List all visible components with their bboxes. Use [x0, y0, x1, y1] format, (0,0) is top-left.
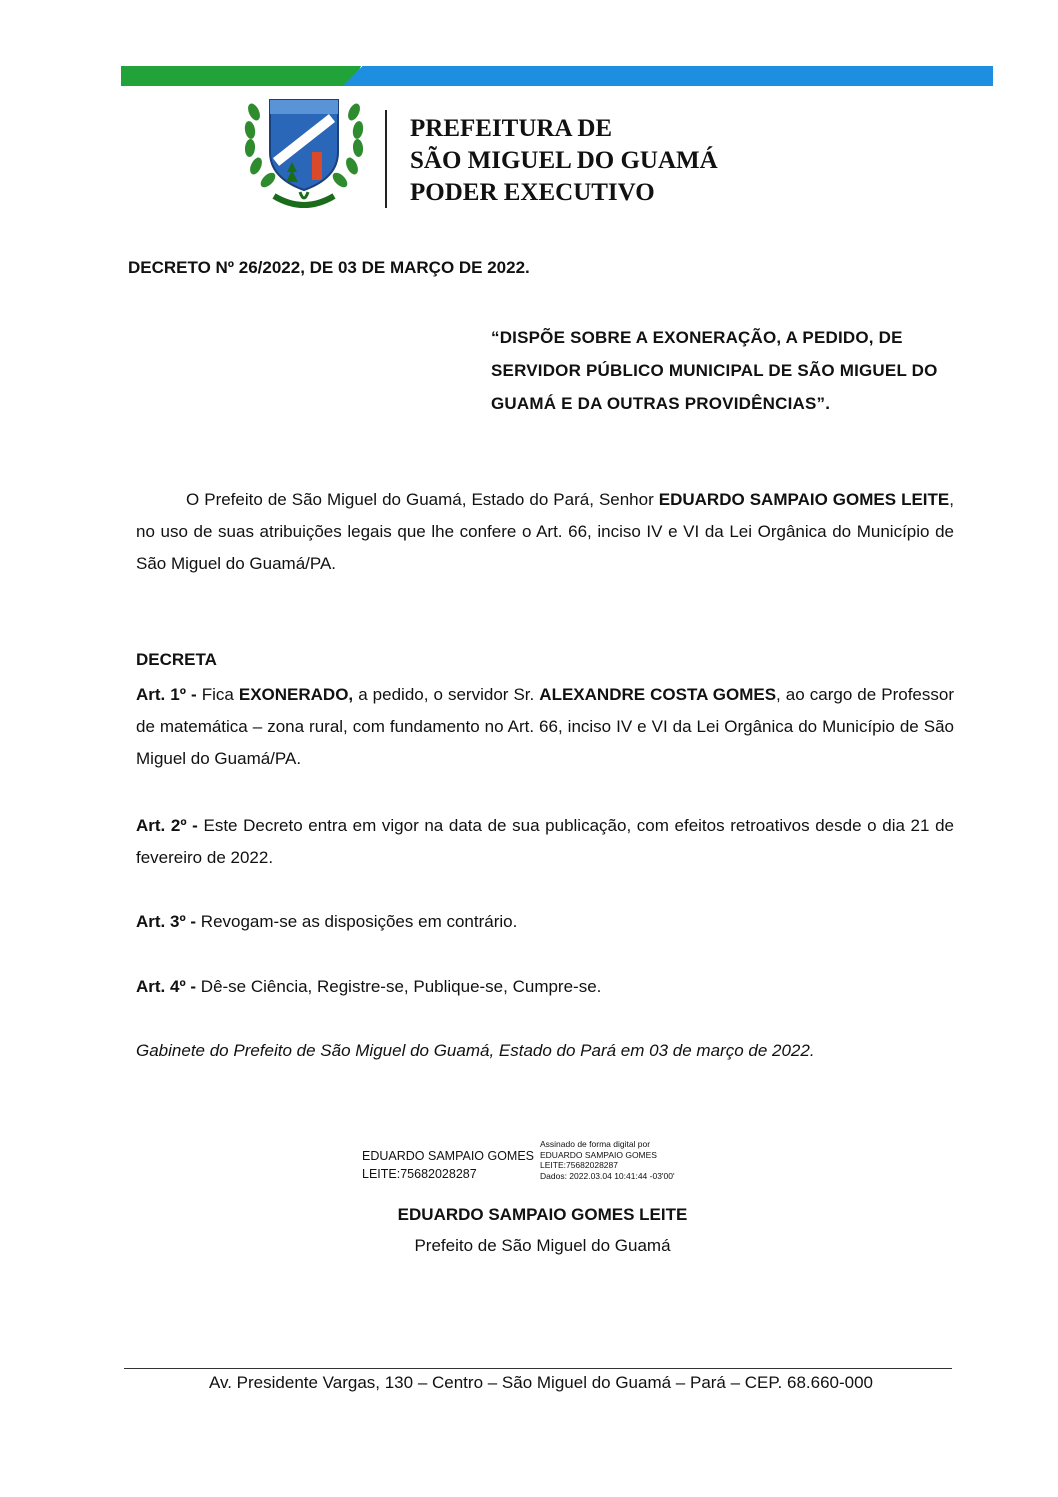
digital-signature-info3: LEITE:75682028287	[540, 1160, 618, 1170]
header-divider	[385, 110, 387, 208]
intro-pre: O Prefeito de São Miguel do Guamá, Estado do Pará, Senhor	[186, 490, 659, 509]
header-line-prefeitura: PREFEITURA DE	[410, 115, 613, 142]
digital-signature-info1: Assinado de forma digital por	[540, 1139, 651, 1149]
article-2-text: Este Decreto entra em vigor na data de sua publicação, com efeitos retroativos desde o dia 21 de fevereiro de 2022.	[136, 816, 954, 867]
intro-paragraph	[136, 484, 954, 580]
article-4-text: Dê-se Ciência, Registre-se, Publique-se, Cumpre-se.	[196, 977, 602, 996]
intro-post: , no uso de suas atribuições legais que lhe confere o Art. 66, inciso IV e VI da Lei Orgânica do Município de São Miguel do Guamá/PA.	[136, 490, 954, 573]
digital-signature-name-line1: EDUARDO SAMPAIO GOMES	[362, 1149, 535, 1163]
decreta-heading: DECRETA	[136, 650, 217, 669]
article-4-label: Art. 4º -	[136, 977, 197, 996]
article-3	[136, 906, 954, 938]
article-3-label: Art. 3º -	[136, 912, 197, 931]
article-1	[136, 679, 954, 775]
header-line-municipio: SÃO MIGUEL DO GUAMÁ	[410, 147, 718, 174]
digital-signature-info4: Dados: 2022.03.04 10:41:44 -03'00'	[540, 1170, 675, 1181]
article-3-text: Revogam-se as disposições em contrário.	[196, 912, 518, 931]
header-color-bar	[121, 66, 993, 86]
article-4	[136, 971, 954, 1003]
footer-divider	[124, 1368, 952, 1369]
digital-signature-info2: EDUARDO SAMPAIO GOMES	[540, 1149, 657, 1160]
digital-signature-name	[362, 1147, 534, 1183]
article-1-servant-name: ALEXANDRE COSTA GOMES	[539, 685, 777, 704]
blue-bar	[343, 66, 993, 86]
digital-signature	[362, 1139, 722, 1189]
header-line-poder: PODER EXECUTIVO	[410, 179, 655, 206]
article-2	[136, 810, 954, 874]
decree-title: DECRETO Nº 26/2022, DE 03 DE MARÇO DE 2022.	[128, 258, 530, 277]
article-1-pre: Fica	[196, 685, 239, 704]
intro-mayor-name: EDUARDO SAMPAIO GOMES LEITE	[658, 490, 950, 509]
article-1-mid: a pedido, o servidor Sr.	[353, 685, 540, 704]
signer-name: EDUARDO SAMPAIO GOMES LEITE	[397, 1205, 688, 1224]
green-bar	[121, 66, 361, 86]
municipal-crest-icon	[240, 92, 368, 214]
footer-address: Av. Presidente Vargas, 130 – Centro – São Miguel do Guamá – Pará – CEP. 68.660-000	[208, 1373, 874, 1392]
article-1-post: , ao cargo de Professor de matemática – zona rural, com fundamento no Art. 66, inciso IV e VI da Lei Orgânica do Município de São Miguel do Guamá/PA.	[136, 685, 954, 768]
digital-signature-name-line2: LEITE:75682028287	[362, 1167, 477, 1181]
decree-ementa: “DISPÕE SOBRE A EXONERAÇÃO, A PEDIDO, DE SERVIDOR PÚBLICO MUNICIPAL DE SÃO MIGUEL DO GUAMÁ E DA OUTRAS PROVIDÊNCIAS”.	[491, 328, 938, 413]
digital-signature-info	[540, 1139, 675, 1181]
gabinete-line: Gabinete do Prefeito de São Miguel do Guamá, Estado do Pará em 03 de março de 2022.	[136, 1041, 815, 1060]
article-2-label: Art. 2º -	[136, 816, 198, 835]
header-title	[410, 113, 718, 209]
signer-role: Prefeito de São Miguel do Guamá	[414, 1236, 671, 1255]
article-1-exonerado: EXONERADO,	[238, 685, 354, 704]
article-1-label: Art. 1º -	[136, 685, 197, 704]
